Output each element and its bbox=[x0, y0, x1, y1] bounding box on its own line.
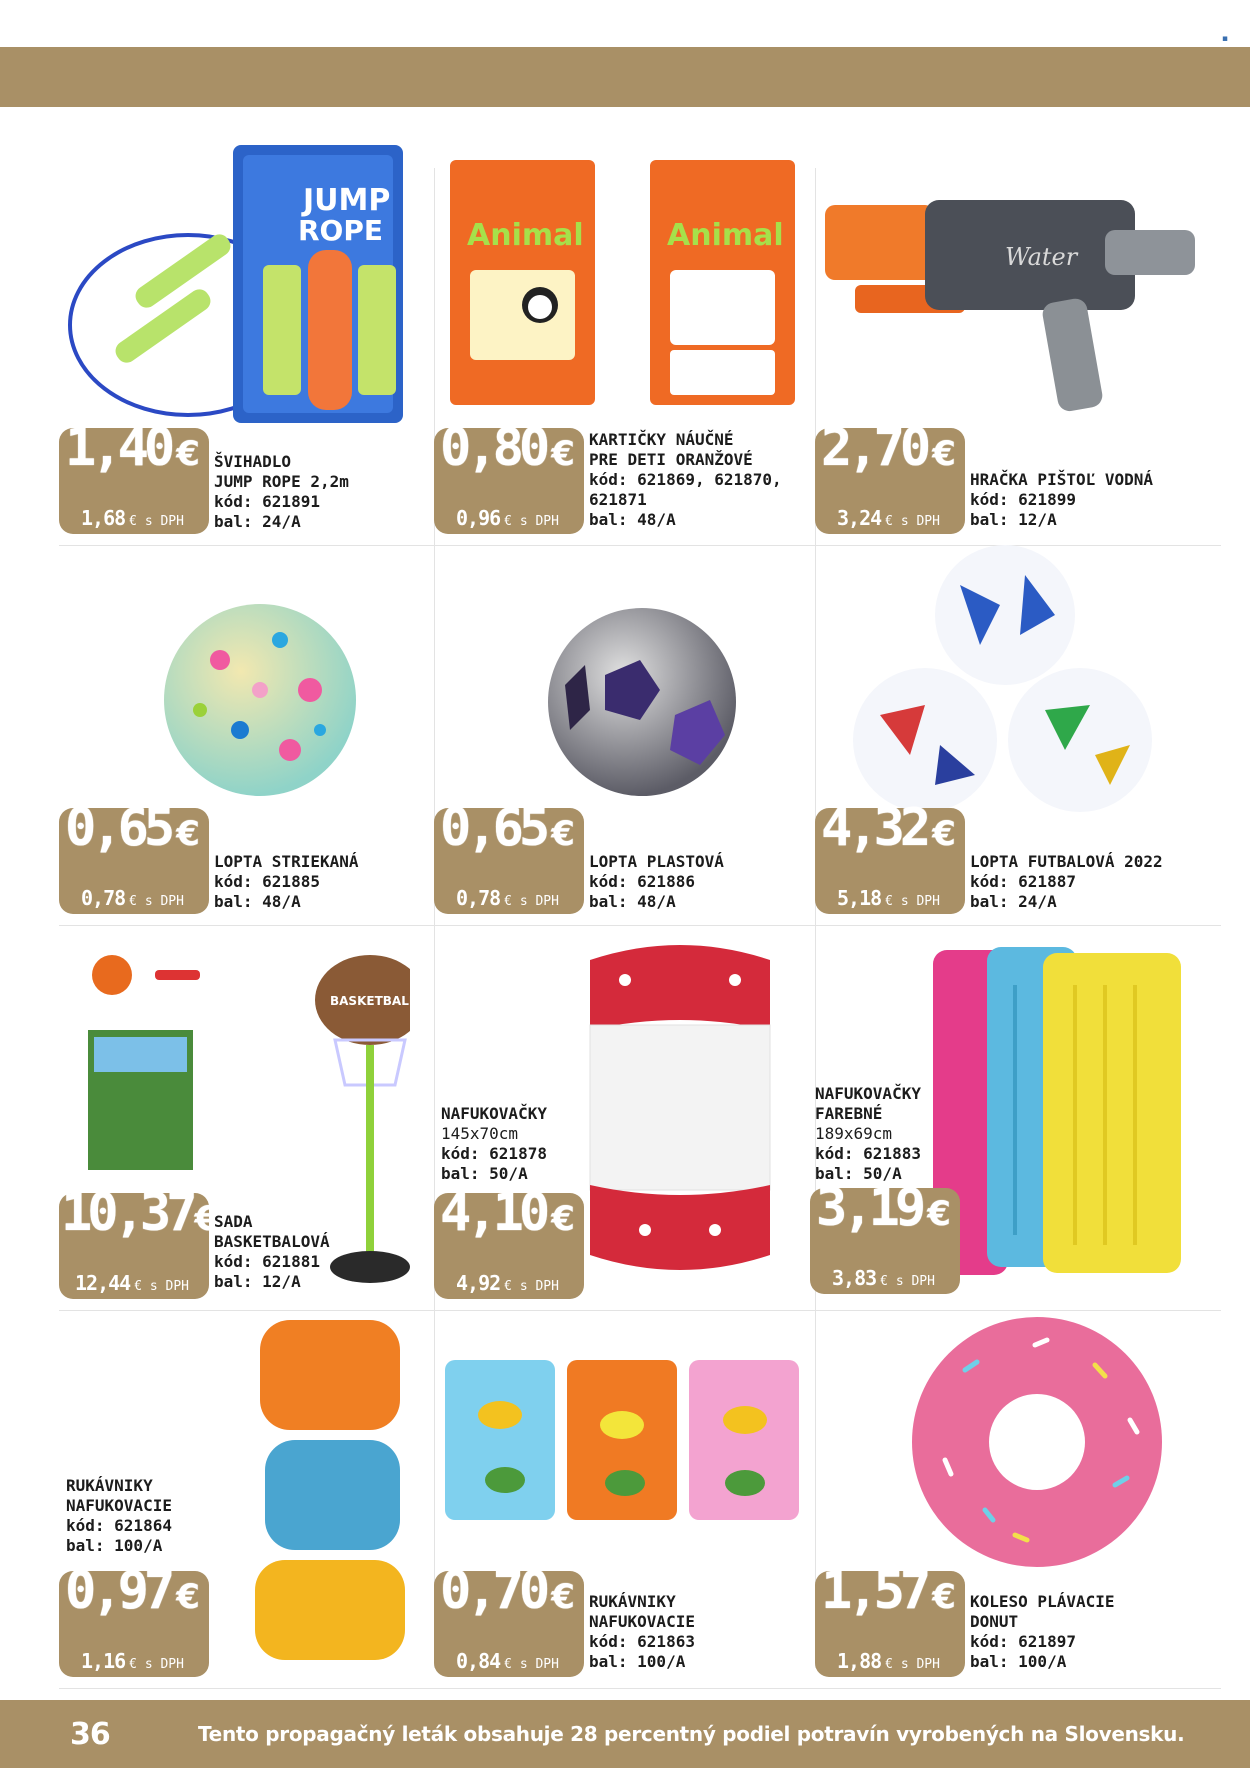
vat-label: € s DPH bbox=[885, 1657, 940, 1672]
price-tag bbox=[815, 798, 965, 914]
price-vat-value: 0,78 bbox=[456, 886, 501, 910]
product-code: kód: 621883 bbox=[815, 1144, 921, 1163]
price-value: 1,57 bbox=[821, 1561, 927, 1621]
price-value: 3,19 bbox=[816, 1178, 922, 1238]
price-tag bbox=[434, 418, 584, 534]
vat-label: € s DPH bbox=[885, 894, 940, 909]
product-image-air-mattresses bbox=[925, 945, 1185, 1285]
price-vat-value: 0,96 bbox=[456, 506, 501, 530]
price bbox=[65, 418, 200, 478]
price bbox=[440, 798, 575, 858]
grid-divider bbox=[434, 168, 435, 1668]
gun-label: Water bbox=[1005, 243, 1078, 271]
price-tag bbox=[59, 1561, 209, 1677]
vat-label: € s DPH bbox=[134, 1279, 190, 1294]
product-pack: bal: 50/A bbox=[815, 1164, 902, 1183]
product-size: 189x69cm bbox=[815, 1124, 893, 1143]
footer-bar bbox=[0, 1700, 1250, 1768]
price-with-vat bbox=[81, 506, 184, 530]
product-image-cards bbox=[445, 155, 795, 415]
price-value: 1,40 bbox=[65, 418, 171, 478]
product-code: kód: 621887 bbox=[970, 872, 1076, 891]
product-description bbox=[66, 1476, 172, 1556]
corner-mark-icon: ▪ bbox=[1221, 34, 1228, 44]
price bbox=[821, 418, 956, 478]
product-pack: bal: 24/A bbox=[970, 892, 1057, 911]
product-code: kód: 621886 bbox=[589, 872, 695, 891]
product-name: RUKÁVNIKY bbox=[66, 1476, 153, 1495]
price-tag bbox=[810, 1178, 960, 1294]
price-with-vat bbox=[837, 1649, 940, 1673]
product-name: FAREBNÉ bbox=[815, 1104, 883, 1123]
price-tag bbox=[59, 418, 209, 534]
jump-label: JUMP bbox=[303, 183, 391, 218]
currency: € bbox=[932, 434, 956, 474]
price-value: 10,37 bbox=[61, 1183, 193, 1243]
price-value: 0,65 bbox=[65, 798, 171, 858]
price bbox=[65, 798, 200, 858]
product-code: kód: 621881 bbox=[214, 1252, 320, 1271]
product-description bbox=[970, 852, 1163, 912]
price-tag bbox=[434, 798, 584, 914]
cards-label-back: Animal bbox=[667, 218, 784, 253]
currency: € bbox=[932, 814, 956, 854]
product-image-plastic-ball bbox=[545, 605, 740, 800]
price-with-vat bbox=[456, 1649, 559, 1673]
currency: € bbox=[551, 814, 575, 854]
product-name: NAFUKOVACIE bbox=[589, 1612, 695, 1631]
product-description bbox=[970, 1592, 1115, 1672]
vat-label: € s DPH bbox=[129, 514, 184, 529]
currency: € bbox=[194, 1199, 219, 1239]
product-description bbox=[214, 1212, 330, 1292]
price-with-vat bbox=[456, 886, 559, 910]
header-bar bbox=[0, 47, 1250, 107]
currency: € bbox=[932, 1577, 956, 1617]
price-with-vat bbox=[456, 506, 559, 530]
product-description bbox=[589, 430, 782, 530]
price bbox=[65, 1561, 200, 1621]
currency: € bbox=[551, 1199, 575, 1239]
product-name: NAFUKOVAČKY bbox=[815, 1084, 921, 1103]
product-pack: bal: 24/A bbox=[214, 512, 301, 531]
product-image-footballs bbox=[840, 545, 1170, 815]
product-name: LOPTA PLASTOVÁ bbox=[589, 852, 724, 871]
product-image-donut-ring bbox=[905, 1310, 1170, 1575]
grid-divider bbox=[59, 1688, 1221, 1689]
vat-label: € s DPH bbox=[880, 1274, 935, 1289]
vat-label: € s DPH bbox=[504, 1279, 559, 1294]
product-name: RUKÁVNIKY bbox=[589, 1592, 676, 1611]
product-code: kód: 621878 bbox=[441, 1144, 547, 1163]
product-name: LOPTA FUTBALOVÁ 2022 bbox=[970, 852, 1163, 871]
price-with-vat bbox=[832, 1266, 935, 1290]
product-description bbox=[214, 852, 359, 912]
product-name: PRE DETI ORANŽOVÉ bbox=[589, 450, 753, 469]
product-description bbox=[815, 1084, 921, 1184]
price bbox=[440, 1561, 575, 1621]
product-image-water-gun bbox=[815, 190, 1215, 420]
product-description bbox=[970, 470, 1153, 530]
product-name: BASKETBALOVÁ bbox=[214, 1232, 330, 1251]
price-tag bbox=[434, 1561, 584, 1677]
price-vat-value: 1,16 bbox=[81, 1649, 126, 1673]
product-image-armbands-fish bbox=[445, 1355, 805, 1525]
cards-label: Animal bbox=[467, 218, 584, 253]
price-vat-value: 3,24 bbox=[837, 506, 882, 530]
product-pack: bal: 50/A bbox=[441, 1164, 528, 1183]
currency: € bbox=[551, 1577, 575, 1617]
price bbox=[821, 1561, 956, 1621]
top-strip bbox=[0, 0, 1250, 47]
currency: € bbox=[927, 1194, 951, 1234]
price-tag bbox=[815, 1561, 965, 1677]
price bbox=[816, 1178, 951, 1238]
product-code: kód: 621899 bbox=[970, 490, 1076, 509]
currency: € bbox=[176, 1577, 200, 1617]
product-name: NAFUKOVACIE bbox=[66, 1496, 172, 1515]
price-tag bbox=[815, 418, 965, 534]
product-pack: bal: 100/A bbox=[589, 1652, 686, 1671]
vat-label: € s DPH bbox=[504, 514, 559, 529]
currency: € bbox=[551, 434, 575, 474]
rope-label: ROPE bbox=[298, 214, 384, 247]
product-pack: bal: 100/A bbox=[970, 1652, 1067, 1671]
product-size: 145x70cm bbox=[441, 1124, 519, 1143]
product-description bbox=[441, 1104, 547, 1184]
price-vat-value: 3,83 bbox=[832, 1266, 877, 1290]
currency: € bbox=[176, 814, 200, 854]
price-value: 0,70 bbox=[440, 1561, 546, 1621]
product-pack: bal: 100/A bbox=[66, 1536, 163, 1555]
product-code: 621871 bbox=[589, 490, 647, 509]
product-pack: bal: 48/A bbox=[589, 892, 676, 911]
product-name: KOLESO PLÁVACIE bbox=[970, 1592, 1115, 1611]
page-number: 36 bbox=[70, 1717, 110, 1752]
product-name: SADA bbox=[214, 1212, 253, 1231]
product-pack: bal: 48/A bbox=[589, 510, 676, 529]
price bbox=[61, 1183, 219, 1243]
product-code: kód: 621869, 621870, bbox=[589, 470, 782, 489]
vat-label: € s DPH bbox=[504, 1657, 559, 1672]
price-with-vat bbox=[75, 1271, 189, 1295]
product-code: kód: 621891 bbox=[214, 492, 320, 511]
price-vat-value: 12,44 bbox=[75, 1271, 131, 1295]
price-value: 0,65 bbox=[440, 798, 546, 858]
product-image-bow-float bbox=[585, 940, 775, 1275]
footer-note: Tento propagačný leták obsahuje 28 percentný podiel potravín vyrobených na Slovensku. bbox=[198, 1722, 1185, 1746]
price-with-vat bbox=[456, 1271, 559, 1295]
price-tag bbox=[434, 1183, 584, 1299]
price-vat-value: 1,68 bbox=[81, 506, 126, 530]
price bbox=[440, 1183, 575, 1243]
currency: € bbox=[176, 434, 200, 474]
product-image-armbands-plain bbox=[250, 1315, 410, 1665]
product-name: JUMP ROPE 2,2m bbox=[214, 472, 349, 491]
vat-label: € s DPH bbox=[129, 1657, 184, 1672]
price-with-vat bbox=[81, 886, 184, 910]
product-name: NAFUKOVAČKY bbox=[441, 1104, 547, 1123]
price bbox=[821, 798, 956, 858]
price-with-vat bbox=[837, 506, 940, 530]
product-description bbox=[589, 852, 724, 912]
product-code: kód: 621885 bbox=[214, 872, 320, 891]
product-code: kód: 621864 bbox=[66, 1516, 172, 1535]
price-value: 0,97 bbox=[65, 1561, 171, 1621]
product-image-jump-rope bbox=[68, 140, 428, 430]
grid-divider bbox=[59, 925, 1221, 926]
price-vat-value: 1,88 bbox=[837, 1649, 882, 1673]
product-pack: bal: 48/A bbox=[214, 892, 301, 911]
product-image-splatter-ball bbox=[160, 600, 360, 800]
product-name: HRAČKA PIŠTOĽ VODNÁ bbox=[970, 470, 1154, 489]
vat-label: € s DPH bbox=[504, 894, 559, 909]
product-code: kód: 621863 bbox=[589, 1632, 695, 1651]
price-with-vat bbox=[81, 1649, 184, 1673]
price-with-vat bbox=[837, 886, 940, 910]
product-code: kód: 621897 bbox=[970, 1632, 1076, 1651]
product-description bbox=[214, 452, 349, 532]
product-name: DONUT bbox=[970, 1612, 1019, 1631]
product-pack: bal: 12/A bbox=[214, 1272, 301, 1291]
price-vat-value: 5,18 bbox=[837, 886, 882, 910]
product-description bbox=[589, 1592, 695, 1672]
price bbox=[440, 418, 575, 478]
price-value: 4,32 bbox=[821, 798, 927, 858]
vat-label: € s DPH bbox=[129, 894, 184, 909]
price-value: 0,80 bbox=[440, 418, 546, 478]
price-value: 4,10 bbox=[440, 1183, 546, 1243]
price-vat-value: 0,78 bbox=[81, 886, 126, 910]
product-name: LOPTA STRIEKANÁ bbox=[214, 852, 359, 871]
product-name: ŠVIHADLO bbox=[214, 452, 292, 471]
price-value: 2,70 bbox=[821, 418, 927, 478]
price-tag bbox=[59, 1183, 219, 1299]
basketball-label: BASKETBALL bbox=[330, 994, 410, 1008]
price-tag bbox=[59, 798, 209, 914]
product-pack: bal: 12/A bbox=[970, 510, 1057, 529]
price-vat-value: 4,92 bbox=[456, 1271, 501, 1295]
price-vat-value: 0,84 bbox=[456, 1649, 501, 1673]
vat-label: € s DPH bbox=[885, 514, 940, 529]
product-name: KARTIČKY NÁUČNÉ bbox=[589, 430, 734, 449]
